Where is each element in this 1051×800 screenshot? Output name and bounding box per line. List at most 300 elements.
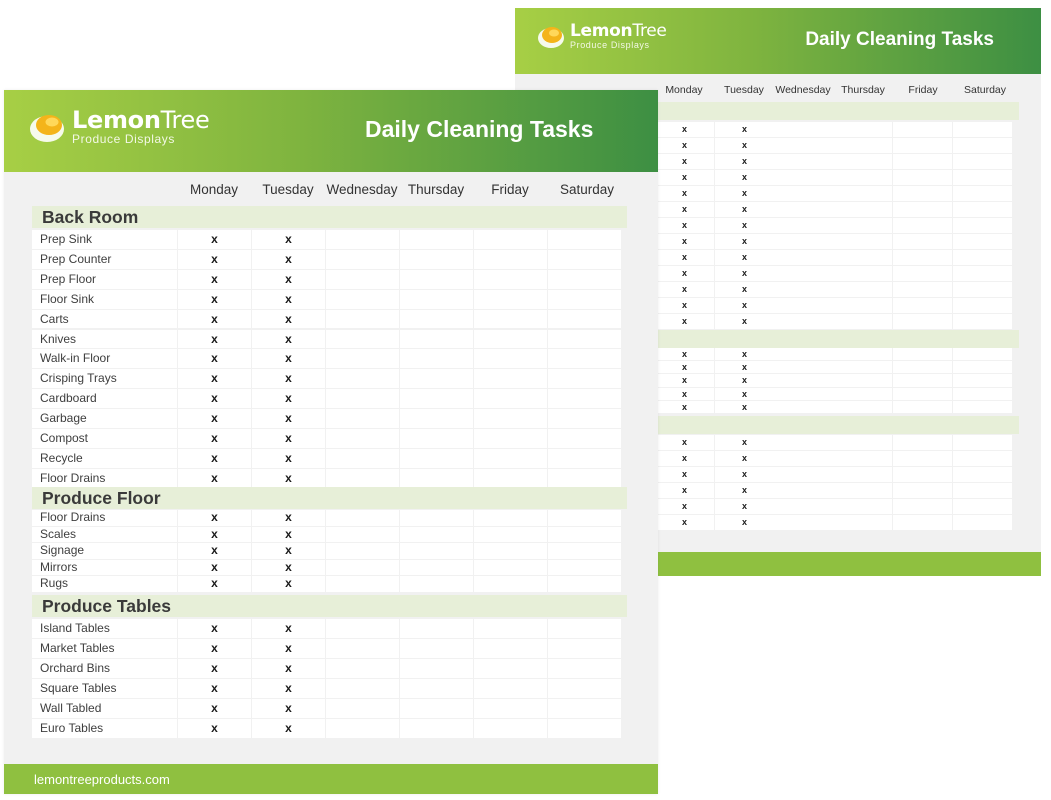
checkbox-cell-thursday bbox=[400, 543, 473, 559]
checkbox-cell-saturday bbox=[548, 270, 621, 289]
checkbox-cell-friday bbox=[474, 576, 547, 592]
checkbox-cell-friday bbox=[474, 659, 547, 678]
checkbox-cell-monday: x bbox=[178, 576, 251, 592]
checkbox-cell-wednesday bbox=[326, 619, 399, 638]
checkbox-cell-thursday bbox=[833, 170, 892, 185]
checkbox-cell-tuesday: x bbox=[715, 483, 774, 498]
checkbox-cell-monday: x bbox=[178, 679, 251, 698]
checkbox-cell-tuesday: x bbox=[715, 218, 774, 233]
checkbox-cell-thursday bbox=[833, 298, 892, 313]
checkbox-cell-monday: x bbox=[655, 202, 714, 217]
checkbox-cell-tuesday: x bbox=[252, 369, 325, 388]
checkbox-cell-tuesday: x bbox=[715, 250, 774, 265]
checkbox-cell-tuesday: x bbox=[252, 290, 325, 309]
checkbox-cell-tuesday: x bbox=[252, 270, 325, 289]
section-band bbox=[655, 102, 1019, 120]
task-row bbox=[4, 543, 658, 560]
checkbox-cell-saturday bbox=[953, 467, 1012, 482]
task-label: Wall Tabled bbox=[32, 699, 177, 718]
checkbox-cell-thursday bbox=[400, 429, 473, 448]
task-label: Scales bbox=[32, 527, 177, 543]
checkbox-cell-wednesday bbox=[774, 483, 833, 498]
checkbox-cell-tuesday: x bbox=[715, 154, 774, 169]
checkbox-cell-tuesday: x bbox=[252, 510, 325, 526]
checkbox-cell-monday: x bbox=[178, 270, 251, 289]
checkbox-cell-wednesday bbox=[774, 515, 833, 530]
checkbox-cell-thursday bbox=[833, 266, 892, 281]
task-label: Carts bbox=[32, 310, 177, 329]
footer-website: lemontreeproducts.com bbox=[34, 772, 170, 787]
day-header-tuesday: Tuesday bbox=[724, 84, 764, 96]
checkbox-cell-wednesday bbox=[774, 361, 833, 373]
checkbox-cell-saturday bbox=[548, 510, 621, 526]
task-row bbox=[4, 639, 658, 659]
checkbox-cell-tuesday: x bbox=[252, 543, 325, 559]
sheet-title: Daily Cleaning Tasks bbox=[365, 116, 594, 142]
day-header-saturday: Saturday bbox=[963, 84, 1007, 96]
checkbox-cell-wednesday bbox=[326, 349, 399, 368]
section-band bbox=[655, 330, 1019, 348]
checkbox-cell-tuesday: x bbox=[715, 314, 774, 329]
checkbox-cell-monday: x bbox=[178, 230, 251, 249]
checkbox-cell-monday: x bbox=[178, 469, 251, 488]
checkbox-cell-friday bbox=[893, 314, 952, 329]
task-row bbox=[4, 369, 658, 389]
checkbox-cell-thursday bbox=[400, 230, 473, 249]
checkbox-cell-monday: x bbox=[655, 282, 714, 297]
checkbox-cell-tuesday: x bbox=[715, 499, 774, 514]
checkbox-cell-friday bbox=[474, 389, 547, 408]
checkbox-cell-thursday bbox=[400, 679, 473, 698]
checkbox-cell-friday bbox=[474, 639, 547, 658]
checkbox-cell-saturday bbox=[953, 122, 1012, 137]
checkbox-cell-monday: x bbox=[655, 388, 714, 400]
checkbox-cell-thursday bbox=[400, 719, 473, 738]
checkbox-cell-wednesday bbox=[774, 388, 833, 400]
task-row bbox=[4, 510, 658, 527]
checkbox-cell-tuesday: x bbox=[715, 467, 774, 482]
task-row bbox=[4, 290, 658, 310]
checkbox-cell-monday: x bbox=[655, 348, 714, 360]
checkbox-cell-monday: x bbox=[655, 122, 714, 137]
checkbox-cell-thursday bbox=[833, 374, 892, 386]
checkbox-cell-monday: x bbox=[178, 290, 251, 309]
checkbox-cell-friday bbox=[893, 467, 952, 482]
checkbox-cell-monday: x bbox=[178, 719, 251, 738]
checkbox-cell-monday: x bbox=[178, 310, 251, 329]
task-row bbox=[4, 699, 658, 719]
sheet-header bbox=[4, 90, 658, 172]
checkbox-cell-saturday bbox=[548, 639, 621, 658]
checkbox-cell-monday: x bbox=[655, 483, 714, 498]
checkbox-cell-wednesday bbox=[326, 679, 399, 698]
checkbox-cell-wednesday bbox=[326, 469, 399, 488]
task-row bbox=[4, 250, 658, 270]
section-title: Produce Tables bbox=[42, 596, 172, 616]
checkbox-cell-saturday bbox=[953, 314, 1012, 329]
checkbox-cell-saturday bbox=[548, 543, 621, 559]
checkbox-cell-tuesday: x bbox=[252, 679, 325, 698]
checkbox-cell-monday: x bbox=[655, 515, 714, 530]
checkbox-cell-friday bbox=[474, 699, 547, 718]
task-label: Mirrors bbox=[32, 560, 177, 576]
task-label: Rugs bbox=[32, 576, 177, 592]
checkbox-cell-monday: x bbox=[655, 218, 714, 233]
checkbox-cell-wednesday bbox=[774, 266, 833, 281]
task-label: Signage bbox=[32, 543, 177, 559]
checkbox-cell-wednesday bbox=[774, 282, 833, 297]
checkbox-cell-tuesday: x bbox=[252, 250, 325, 269]
checkbox-cell-saturday bbox=[548, 429, 621, 448]
checkbox-cell-thursday bbox=[833, 499, 892, 514]
checkbox-cell-monday: x bbox=[178, 409, 251, 428]
checkbox-cell-wednesday bbox=[774, 298, 833, 313]
brand-name-light: Tree bbox=[160, 106, 210, 134]
task-row bbox=[4, 527, 658, 544]
checkbox-cell-tuesday: x bbox=[252, 349, 325, 368]
checkbox-cell-thursday bbox=[400, 560, 473, 576]
checkbox-cell-tuesday: x bbox=[715, 186, 774, 201]
checkbox-cell-wednesday bbox=[326, 290, 399, 309]
checkbox-cell-saturday bbox=[953, 348, 1012, 360]
checkbox-cell-saturday bbox=[953, 138, 1012, 153]
checkbox-cell-saturday bbox=[548, 699, 621, 718]
checkbox-cell-monday: x bbox=[178, 330, 251, 349]
checkbox-cell-wednesday bbox=[326, 719, 399, 738]
checkbox-cell-wednesday bbox=[326, 527, 399, 543]
checkbox-cell-thursday bbox=[833, 515, 892, 530]
checkbox-cell-saturday bbox=[953, 499, 1012, 514]
checkbox-cell-saturday bbox=[548, 369, 621, 388]
checkbox-cell-monday: x bbox=[178, 250, 251, 269]
brand-logo bbox=[28, 108, 209, 145]
checkbox-cell-thursday bbox=[833, 154, 892, 169]
checkbox-cell-tuesday: x bbox=[252, 330, 325, 349]
checkbox-cell-saturday bbox=[953, 250, 1012, 265]
checkbox-cell-friday bbox=[474, 349, 547, 368]
checkbox-cell-saturday bbox=[548, 560, 621, 576]
checkbox-cell-thursday bbox=[833, 435, 892, 450]
checkbox-cell-monday: x bbox=[178, 659, 251, 678]
checkbox-cell-monday: x bbox=[655, 298, 714, 313]
lemon-logo-icon bbox=[28, 110, 68, 144]
day-header-monday: Monday bbox=[189, 182, 239, 197]
checkbox-cell-thursday bbox=[833, 348, 892, 360]
checkbox-cell-tuesday: x bbox=[715, 138, 774, 153]
checkbox-cell-saturday bbox=[953, 282, 1012, 297]
sheet-header bbox=[515, 8, 1041, 74]
checkbox-cell-friday bbox=[474, 527, 547, 543]
checkbox-cell-saturday bbox=[548, 469, 621, 488]
lemon-logo-icon bbox=[536, 24, 566, 50]
checkbox-cell-wednesday bbox=[326, 510, 399, 526]
checkbox-cell-friday bbox=[893, 266, 952, 281]
checkbox-cell-thursday bbox=[833, 483, 892, 498]
checkbox-cell-wednesday bbox=[326, 389, 399, 408]
checkbox-cell-saturday bbox=[548, 409, 621, 428]
checkbox-cell-thursday bbox=[400, 619, 473, 638]
checkbox-cell-tuesday: x bbox=[252, 409, 325, 428]
checkbox-cell-wednesday bbox=[326, 659, 399, 678]
checkbox-cell-tuesday: x bbox=[715, 451, 774, 466]
checkbox-cell-thursday bbox=[400, 576, 473, 592]
checkbox-cell-friday bbox=[893, 186, 952, 201]
checkbox-cell-monday: x bbox=[178, 349, 251, 368]
checkbox-cell-monday: x bbox=[655, 499, 714, 514]
checkbox-cell-tuesday: x bbox=[252, 719, 325, 738]
checkbox-cell-tuesday: x bbox=[715, 122, 774, 137]
checkbox-cell-thursday bbox=[400, 349, 473, 368]
checkbox-cell-wednesday bbox=[774, 234, 833, 249]
checkbox-cell-friday bbox=[474, 543, 547, 559]
task-row bbox=[4, 349, 658, 369]
checkbox-cell-thursday bbox=[833, 388, 892, 400]
checkbox-cell-monday: x bbox=[178, 619, 251, 638]
day-header-monday: Monday bbox=[665, 84, 703, 96]
checkbox-cell-wednesday bbox=[774, 138, 833, 153]
checkbox-cell-saturday bbox=[548, 310, 621, 329]
checkbox-cell-wednesday bbox=[326, 230, 399, 249]
task-row bbox=[4, 449, 658, 469]
checkbox-cell-thursday bbox=[400, 330, 473, 349]
checkbox-cell-wednesday bbox=[326, 369, 399, 388]
checkbox-cell-wednesday bbox=[774, 154, 833, 169]
checkbox-cell-wednesday bbox=[326, 699, 399, 718]
brand-name-light: Tree bbox=[632, 21, 667, 41]
day-header-wednesday: Wednesday bbox=[775, 84, 831, 96]
checkbox-cell-tuesday: x bbox=[252, 560, 325, 576]
checkbox-cell-saturday bbox=[548, 576, 621, 592]
checkbox-cell-friday bbox=[474, 270, 547, 289]
sheet-title: Daily Cleaning Tasks bbox=[805, 29, 994, 50]
checkbox-cell-saturday bbox=[953, 374, 1012, 386]
task-label: Knives bbox=[32, 330, 177, 349]
checkbox-cell-monday: x bbox=[178, 699, 251, 718]
checkbox-cell-tuesday: x bbox=[715, 298, 774, 313]
checkbox-cell-saturday bbox=[953, 401, 1012, 413]
checkbox-cell-wednesday bbox=[774, 186, 833, 201]
checkbox-cell-tuesday: x bbox=[252, 429, 325, 448]
checkbox-cell-tuesday: x bbox=[715, 361, 774, 373]
checkbox-cell-saturday bbox=[548, 250, 621, 269]
task-label: Floor Sink bbox=[32, 290, 177, 309]
checkbox-cell-saturday bbox=[548, 719, 621, 738]
checkbox-cell-monday: x bbox=[655, 234, 714, 249]
task-label: Crisping Trays bbox=[32, 369, 177, 388]
checkbox-cell-wednesday bbox=[326, 310, 399, 329]
checkbox-cell-friday bbox=[893, 250, 952, 265]
checkbox-cell-friday bbox=[893, 401, 952, 413]
checkbox-cell-friday bbox=[893, 374, 952, 386]
task-label: Euro Tables bbox=[32, 719, 177, 738]
day-header-tuesday: Tuesday bbox=[262, 182, 314, 197]
checkbox-cell-tuesday: x bbox=[252, 389, 325, 408]
checkbox-cell-wednesday bbox=[774, 250, 833, 265]
checkbox-cell-friday bbox=[893, 202, 952, 217]
task-label: Compost bbox=[32, 429, 177, 448]
checkbox-cell-monday: x bbox=[178, 543, 251, 559]
checkbox-cell-saturday bbox=[953, 298, 1012, 313]
checkbox-cell-tuesday: x bbox=[715, 515, 774, 530]
checkbox-cell-monday: x bbox=[178, 639, 251, 658]
checkbox-cell-wednesday bbox=[326, 543, 399, 559]
checkbox-cell-monday: x bbox=[178, 449, 251, 468]
checkbox-cell-wednesday bbox=[774, 122, 833, 137]
checkbox-cell-friday bbox=[893, 499, 952, 514]
checkbox-cell-saturday bbox=[953, 483, 1012, 498]
task-row bbox=[4, 230, 658, 250]
checkbox-cell-monday: x bbox=[655, 374, 714, 386]
checkbox-cell-thursday bbox=[400, 527, 473, 543]
checkbox-cell-thursday bbox=[400, 510, 473, 526]
checkbox-cell-friday bbox=[893, 483, 952, 498]
checkbox-cell-wednesday bbox=[326, 409, 399, 428]
checkbox-cell-tuesday: x bbox=[715, 388, 774, 400]
checkbox-cell-friday bbox=[893, 451, 952, 466]
sheet-footer bbox=[4, 764, 658, 794]
task-label: Prep Counter bbox=[32, 250, 177, 269]
checkbox-cell-thursday bbox=[400, 389, 473, 408]
checkbox-cell-friday bbox=[893, 282, 952, 297]
task-row bbox=[4, 330, 658, 350]
checkbox-cell-thursday bbox=[400, 449, 473, 468]
task-label: Cardboard bbox=[32, 389, 177, 408]
day-header-friday: Friday bbox=[908, 84, 938, 96]
checkbox-cell-saturday bbox=[548, 389, 621, 408]
checkbox-cell-wednesday bbox=[774, 499, 833, 514]
checkbox-cell-wednesday bbox=[326, 449, 399, 468]
checkbox-cell-thursday bbox=[400, 270, 473, 289]
checkbox-cell-saturday bbox=[548, 619, 621, 638]
checkbox-cell-thursday bbox=[400, 290, 473, 309]
checkbox-cell-wednesday bbox=[774, 401, 833, 413]
checkbox-cell-friday bbox=[893, 348, 952, 360]
checkbox-cell-wednesday bbox=[774, 202, 833, 217]
checkbox-cell-saturday bbox=[953, 218, 1012, 233]
checkbox-cell-monday: x bbox=[655, 186, 714, 201]
checkbox-cell-thursday bbox=[400, 369, 473, 388]
checkbox-cell-friday bbox=[893, 361, 952, 373]
checkbox-cell-saturday bbox=[953, 234, 1012, 249]
task-row bbox=[4, 270, 658, 290]
day-header-wednesday: Wednesday bbox=[326, 182, 398, 197]
checkbox-cell-wednesday bbox=[774, 314, 833, 329]
checkbox-cell-friday bbox=[474, 619, 547, 638]
task-label: Island Tables bbox=[32, 619, 177, 638]
checkbox-cell-saturday bbox=[548, 449, 621, 468]
checkbox-cell-thursday bbox=[833, 122, 892, 137]
checkbox-cell-monday: x bbox=[655, 401, 714, 413]
checkbox-cell-thursday bbox=[833, 314, 892, 329]
checkbox-cell-thursday bbox=[833, 186, 892, 201]
task-row bbox=[4, 619, 658, 639]
task-label: Floor Drains bbox=[32, 510, 177, 526]
checkbox-cell-monday: x bbox=[655, 154, 714, 169]
checkbox-cell-tuesday: x bbox=[252, 639, 325, 658]
checkbox-cell-monday: x bbox=[655, 266, 714, 281]
checkbox-cell-friday bbox=[474, 469, 547, 488]
checkbox-cell-saturday bbox=[548, 679, 621, 698]
checkbox-cell-monday: x bbox=[178, 527, 251, 543]
section-band bbox=[655, 416, 1019, 434]
checkbox-cell-monday: x bbox=[655, 170, 714, 185]
checkbox-cell-thursday bbox=[400, 469, 473, 488]
checkbox-cell-thursday bbox=[833, 451, 892, 466]
checkbox-cell-thursday bbox=[833, 234, 892, 249]
checkbox-cell-monday: x bbox=[655, 138, 714, 153]
checkbox-cell-thursday bbox=[400, 639, 473, 658]
checkbox-cell-saturday bbox=[953, 435, 1012, 450]
checkbox-cell-friday bbox=[893, 122, 952, 137]
checkbox-cell-monday: x bbox=[178, 369, 251, 388]
checkbox-cell-wednesday bbox=[774, 435, 833, 450]
checkbox-cell-saturday bbox=[953, 266, 1012, 281]
checkbox-cell-monday: x bbox=[655, 250, 714, 265]
checkbox-cell-friday bbox=[893, 138, 952, 153]
checkbox-cell-friday bbox=[893, 154, 952, 169]
checkbox-cell-thursday bbox=[833, 282, 892, 297]
checkbox-cell-wednesday bbox=[326, 330, 399, 349]
checkbox-cell-wednesday bbox=[326, 560, 399, 576]
task-label: Orchard Bins bbox=[32, 659, 177, 678]
checkbox-cell-wednesday bbox=[774, 218, 833, 233]
checkbox-cell-friday bbox=[474, 719, 547, 738]
checkbox-cell-tuesday: x bbox=[715, 234, 774, 249]
checkbox-cell-tuesday: x bbox=[715, 401, 774, 413]
checkbox-cell-friday bbox=[474, 310, 547, 329]
checkbox-cell-friday bbox=[893, 234, 952, 249]
checkbox-cell-thursday bbox=[833, 218, 892, 233]
checkbox-cell-saturday bbox=[953, 451, 1012, 466]
checkbox-cell-thursday bbox=[833, 138, 892, 153]
task-label: Square Tables bbox=[32, 679, 177, 698]
checkbox-cell-tuesday: x bbox=[252, 619, 325, 638]
task-label: Recycle bbox=[32, 449, 177, 468]
task-row bbox=[4, 469, 658, 489]
checkbox-cell-saturday bbox=[548, 290, 621, 309]
checkbox-cell-saturday bbox=[953, 361, 1012, 373]
checkbox-cell-wednesday bbox=[774, 467, 833, 482]
task-row bbox=[4, 659, 658, 679]
task-label: Garbage bbox=[32, 409, 177, 428]
checkbox-cell-friday bbox=[474, 250, 547, 269]
checkbox-cell-friday bbox=[474, 369, 547, 388]
brand-name-bold: Lemon bbox=[570, 21, 633, 41]
task-label: Prep Sink bbox=[32, 230, 177, 249]
checkbox-cell-wednesday bbox=[326, 250, 399, 269]
day-header-thursday: Thursday bbox=[407, 182, 465, 197]
checkbox-cell-saturday bbox=[953, 186, 1012, 201]
checkbox-cell-friday bbox=[893, 170, 952, 185]
front-checklist-sheet bbox=[4, 90, 658, 794]
checkbox-cell-wednesday bbox=[774, 374, 833, 386]
checkbox-cell-friday bbox=[893, 388, 952, 400]
checkbox-cell-tuesday: x bbox=[715, 266, 774, 281]
checkbox-cell-monday: x bbox=[655, 467, 714, 482]
checkbox-cell-wednesday bbox=[326, 639, 399, 658]
checkbox-cell-wednesday bbox=[774, 348, 833, 360]
checkbox-cell-monday: x bbox=[178, 429, 251, 448]
checkbox-cell-tuesday: x bbox=[252, 310, 325, 329]
checkbox-cell-wednesday bbox=[326, 576, 399, 592]
checkbox-cell-tuesday: x bbox=[252, 449, 325, 468]
brand-subtitle: Produce Displays bbox=[570, 40, 650, 50]
checkbox-cell-thursday bbox=[833, 401, 892, 413]
checkbox-cell-friday bbox=[893, 515, 952, 530]
checkbox-cell-tuesday: x bbox=[252, 699, 325, 718]
checkbox-cell-friday bbox=[474, 230, 547, 249]
task-label: Prep Floor bbox=[32, 270, 177, 289]
